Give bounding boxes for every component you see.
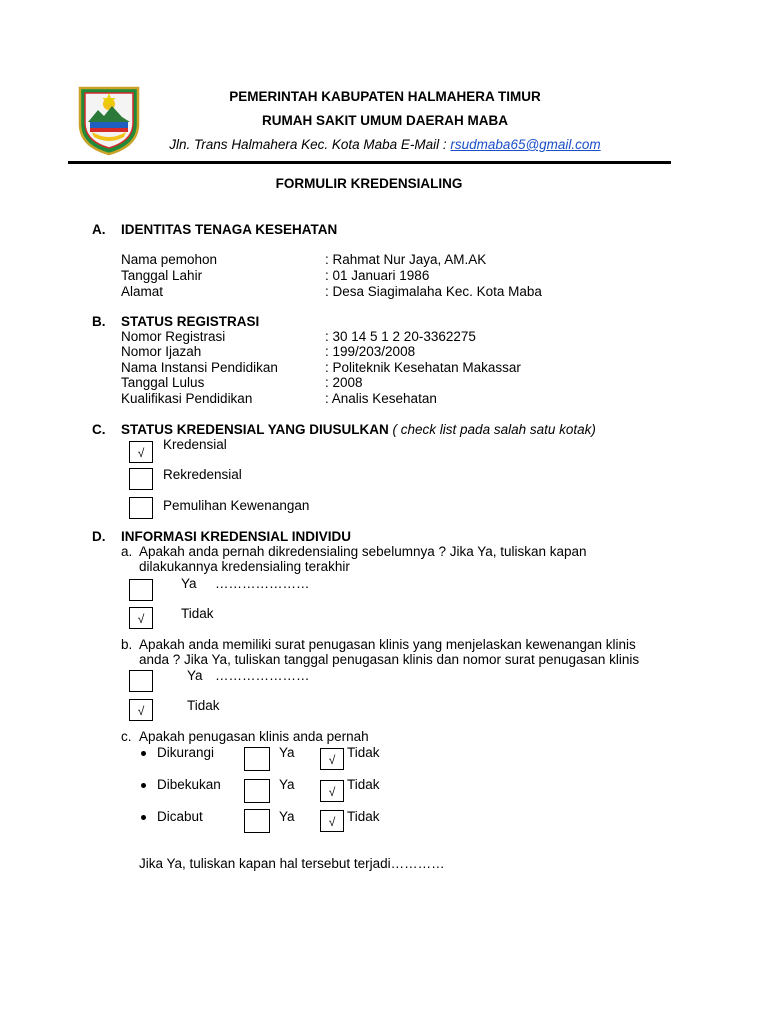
section-c-title: STATUS KREDENSIAL YANG DIUSULKAN [121,422,389,437]
value-nama-pemohon: : Rahmat Nur Jaya, AM.AK [325,252,487,267]
qb-dots: ………………… [215,668,310,683]
checkbox-rekredensial[interactable] [129,468,153,490]
bullet-dibekukan [141,783,146,788]
qc-dibekukan-tidak-box[interactable]: √ [320,780,344,802]
value-alamat: : Desa Siagimalaha Kec. Kota Maba [325,284,542,299]
qa-text-line2: dilakukannya kredensialing terakhir [139,559,350,574]
email-link[interactable]: rsudmaba65@gmail.com [450,137,601,152]
qc-dicabut-ya-label: Ya [279,809,295,824]
label-nomor-ijazah: Nomor Ijazah [121,344,202,359]
qb-checkbox-ya[interactable] [129,670,153,692]
qb-label-ya: Ya [187,668,203,683]
section-c-heading [121,422,596,437]
qb-text-line2: anda ? Jika Ya, tuliskan tanggal penugasan klinis dan nomor surat penugasan klinis [139,652,640,667]
qc-dikurangi-ya-label: Ya [279,745,295,760]
value-tanggal-lulus: : 2008 [325,375,363,390]
value-kualifikasi: : Analis Kesehatan [325,391,437,406]
qb-text-line1: Apakah anda memiliki surat penugasan klinis yang menjelaskan kewenangan klinis [139,637,636,652]
qc-item-dibekukan: Dibekukan [157,777,221,792]
qb-label-tidak: Tidak [187,698,220,713]
kabupaten-logo [76,84,142,156]
option-kredensial: Kredensial [163,437,227,452]
section-d-title: INFORMASI KREDENSIAL INDIVIDU [121,529,352,544]
label-instansi: Nama Instansi Pendidikan [121,360,278,375]
address-text: Jln. Trans Halmahera Kec. Kota Maba E-Mail : [169,137,451,152]
qc-dikurangi-tidak-label: Tidak [347,745,380,760]
qa-marker: a. [121,544,133,559]
qa-text-line1: Apakah anda pernah dikredensialing sebelumnya ? Jika Ya, tuliskan kapan [139,544,587,559]
header-address [150,137,620,152]
section-a-title: IDENTITAS TENAGA KESEHATAN [121,222,338,237]
option-rekredensial: Rekredensial [163,467,242,482]
checkbox-kredensial[interactable]: √ [129,441,153,463]
option-pemulihan: Pemulihan Kewenangan [163,498,310,513]
qb-marker: b. [121,637,133,652]
section-c-note: ( check list pada salah satu kotak) [388,422,596,437]
header-rule [68,161,671,164]
qa-checkbox-tidak[interactable]: √ [129,607,153,629]
qc-dibekukan-ya-box[interactable] [244,779,270,803]
section-c-letter: C. [92,422,106,437]
qa-checkbox-ya[interactable] [129,579,153,601]
qc-dikurangi-tidak-box[interactable]: √ [320,748,344,770]
header-hospital: RUMAH SAKIT UMUM DAERAH MABA [262,113,508,128]
qb-checkbox-tidak[interactable]: √ [129,699,153,721]
label-kualifikasi: Kualifikasi Pendidikan [121,391,253,406]
qc-dicabut-ya-box[interactable] [244,809,270,833]
label-alamat: Alamat [121,284,164,299]
value-instansi: : Politeknik Kesehatan Makassar [325,360,521,375]
qc-dicabut-tidak-box[interactable]: √ [320,810,344,832]
qa-label-ya: Ya [181,576,197,591]
label-tanggal-lahir: Tanggal Lahir [121,268,203,283]
bullet-dicabut [141,815,146,820]
label-nomor-registrasi: Nomor Registrasi [121,329,226,344]
bullet-dikurangi [141,751,146,756]
section-d-letter: D. [92,529,106,544]
value-nomor-registrasi: : 30 14 5 1 2 20-3362275 [325,329,476,344]
qc-dicabut-tidak-label: Tidak [347,809,380,824]
qc-text-line1: Apakah penugasan klinis anda pernah [139,729,369,744]
qc-dibekukan-tidak-label: Tidak [347,777,380,792]
form-title: FORMULIR KREDENSIALING [275,176,463,191]
value-nomor-ijazah: : 199/203/2008 [325,344,416,359]
qc-dikurangi-ya-box[interactable] [244,747,270,771]
section-b-title: STATUS REGISTRASI [121,314,260,329]
qa-label-tidak: Tidak [181,606,214,621]
qc-item-dikurangi: Dikurangi [157,745,215,760]
section-b-letter: B. [92,314,106,329]
value-tanggal-lahir: : 01 Januari 1986 [325,268,430,283]
checkbox-pemulihan[interactable] [129,497,153,519]
qc-marker: c. [121,729,132,744]
qc-item-dicabut: Dicabut [157,809,203,824]
section-a-letter: A. [92,222,106,237]
qc-dibekukan-ya-label: Ya [279,777,295,792]
label-nama-pemohon: Nama pemohon [121,252,218,267]
qa-dots: ………………… [215,576,310,591]
label-tanggal-lulus: Tanggal Lulus [121,375,205,390]
header-government: PEMERINTAH KABUPATEN HALMAHERA TIMUR [229,89,541,104]
footer-note: Jika Ya, tuliskan kapan hal tersebut terjadi………… [139,856,445,871]
